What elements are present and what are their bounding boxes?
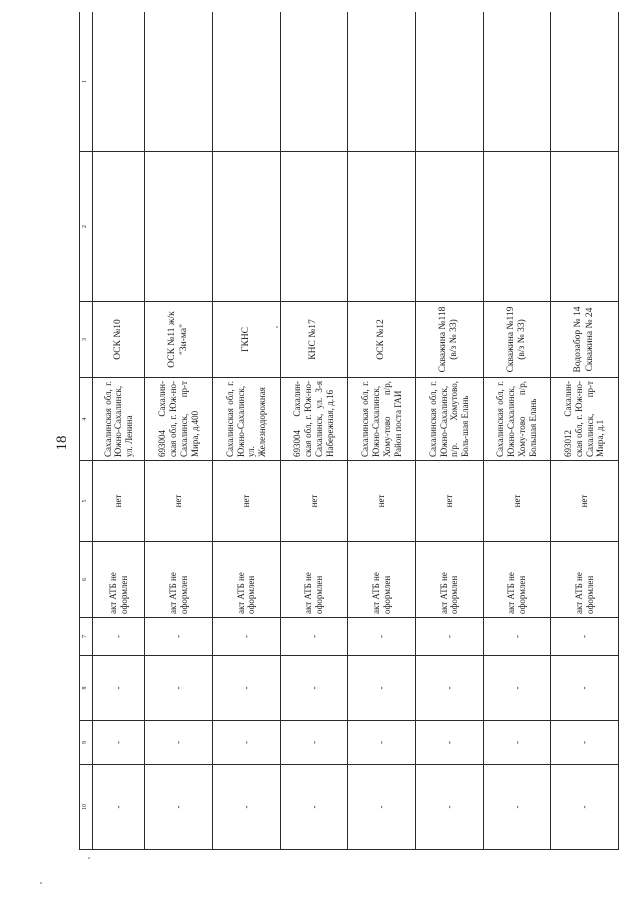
scan-speck: [276, 326, 278, 328]
object-name-cell: Скважина №119 (в/з № 33): [483, 302, 551, 378]
flag-cell: нет: [483, 461, 551, 542]
header-row: [80, 12, 93, 850]
address-cell: Сахалинская обл, г. Южно-Сахалинск, п/р. Хомутово, Боль-шая Елань: [416, 378, 484, 461]
col1-cell: [551, 12, 619, 152]
table-row: [145, 12, 213, 850]
col2-cell: [280, 152, 348, 302]
col8-cell: -: [348, 656, 416, 721]
address-cell: 693004 Сахалин-ская обл, г. Юж-но-Сахалинск, ул. 3-я Набережная, д.16: [280, 378, 348, 461]
col8-cell: -: [93, 656, 145, 721]
col7-cell: -: [416, 618, 484, 656]
col9-cell: -: [93, 721, 145, 765]
col10-cell: -: [348, 765, 416, 850]
object-name-cell: КНС №17: [280, 302, 348, 378]
col2-cell: [213, 152, 281, 302]
col9-cell: -: [145, 721, 213, 765]
header-cell: 10: [80, 765, 93, 850]
col10-cell: -: [93, 765, 145, 850]
scan-speck: [88, 857, 90, 859]
header-cell: 5: [80, 461, 93, 542]
col8-cell: -: [416, 656, 484, 721]
col7-cell: -: [483, 618, 551, 656]
table-row: [93, 12, 145, 850]
status-doc-cell: акт АТБ не оформлен: [483, 542, 551, 618]
col9-cell: -: [280, 721, 348, 765]
col1-cell: [483, 12, 551, 152]
table-row: [483, 12, 551, 850]
flag-cell: нет: [551, 461, 619, 542]
table-row: [348, 12, 416, 850]
col2-cell: [483, 152, 551, 302]
status-doc-cell: акт АТБ не оформлен: [280, 542, 348, 618]
col10-cell: -: [213, 765, 281, 850]
header-cell: 8: [80, 656, 93, 721]
address-cell: 693012 Сахалин-ская обл, г. Юж-но-Сахалинск, пр-т Мира, д.1: [551, 378, 619, 461]
flag-cell: нет: [280, 461, 348, 542]
flag-cell: нет: [93, 461, 145, 542]
col8-cell: -: [213, 656, 281, 721]
object-name-cell: ОСК №11 ж/к "Зи-ма": [145, 302, 213, 378]
object-name-cell: ОСК №10: [93, 302, 145, 378]
col9-cell: -: [348, 721, 416, 765]
header-cell: 3: [80, 302, 93, 378]
col9-cell: -: [213, 721, 281, 765]
header-cell: 2: [80, 152, 93, 302]
status-doc-cell: акт АТБ не оформлен: [145, 542, 213, 618]
address-cell: Сахалинская обл, г. Южно-Сахалинск, ул. Ленина: [93, 378, 145, 461]
scan-speck: [40, 882, 42, 884]
address-cell: Сахалинская обл, г. Южно-Сахалинск, Хому-тово п/р, Большая Елань: [483, 378, 551, 461]
col9-cell: -: [551, 721, 619, 765]
col2-cell: [416, 152, 484, 302]
table-row: [280, 12, 348, 850]
col9-cell: -: [416, 721, 484, 765]
col1-cell: [280, 12, 348, 152]
status-doc-cell: акт АТБ не оформлен: [213, 542, 281, 618]
rotated-content: [79, 12, 619, 850]
table-frame: [79, 12, 619, 850]
table-row: [213, 12, 281, 850]
object-name-cell: Скважина №118 (в/з № 33): [416, 302, 484, 378]
col7-cell: -: [280, 618, 348, 656]
status-doc-cell: акт АТБ не оформлен: [93, 542, 145, 618]
address-cell: Сахалинская обл, г. Южно-Сахалинск, ул. Железнодорожная: [213, 378, 281, 461]
status-doc-cell: акт АТБ не оформлен: [551, 542, 619, 618]
header-cell: 4: [80, 378, 93, 461]
col2-cell: [348, 152, 416, 302]
address-cell: Сахалинская обл, г. Южно-Сахалинск, Хому-тово п/р, Район поста ГАИ: [348, 378, 416, 461]
flag-cell: нет: [145, 461, 213, 542]
header-cell: 7: [80, 618, 93, 656]
col8-cell: -: [483, 656, 551, 721]
col1-cell: [213, 12, 281, 152]
flag-cell: нет: [348, 461, 416, 542]
col7-cell: -: [348, 618, 416, 656]
object-name-cell: Водозабор № 14 Скважина № 24: [551, 302, 619, 378]
col1-cell: [348, 12, 416, 152]
col7-cell: -: [551, 618, 619, 656]
address-cell: 693004 Сахалин-ская обл, г. Юж-но-Сахалинск, пр-т Мира, д.400: [145, 378, 213, 461]
status-doc-cell: акт АТБ не оформлен: [416, 542, 484, 618]
data-table: [79, 12, 619, 850]
col1-cell: [416, 12, 484, 152]
col10-cell: -: [551, 765, 619, 850]
flag-cell: нет: [416, 461, 484, 542]
table-row: [416, 12, 484, 850]
col8-cell: -: [280, 656, 348, 721]
header-cell: 9: [80, 721, 93, 765]
header-cell: 1: [80, 12, 93, 152]
col2-cell: [93, 152, 145, 302]
page-number: 18: [53, 435, 70, 451]
col10-cell: -: [416, 765, 484, 850]
table-row: [551, 12, 619, 850]
col8-cell: -: [145, 656, 213, 721]
col7-cell: -: [145, 618, 213, 656]
col1-cell: [145, 12, 213, 152]
col7-cell: -: [93, 618, 145, 656]
object-name-cell: ОСК №12: [348, 302, 416, 378]
col1-cell: [93, 12, 145, 152]
col10-cell: -: [483, 765, 551, 850]
flag-cell: нет: [213, 461, 281, 542]
col10-cell: -: [145, 765, 213, 850]
header-cell: 6: [80, 542, 93, 618]
status-doc-cell: акт АТБ не оформлен: [348, 542, 416, 618]
col7-cell: -: [213, 618, 281, 656]
col9-cell: -: [483, 721, 551, 765]
col8-cell: -: [551, 656, 619, 721]
object-name-cell: ГКНС: [213, 302, 281, 378]
col2-cell: [551, 152, 619, 302]
col2-cell: [145, 152, 213, 302]
col10-cell: -: [280, 765, 348, 850]
